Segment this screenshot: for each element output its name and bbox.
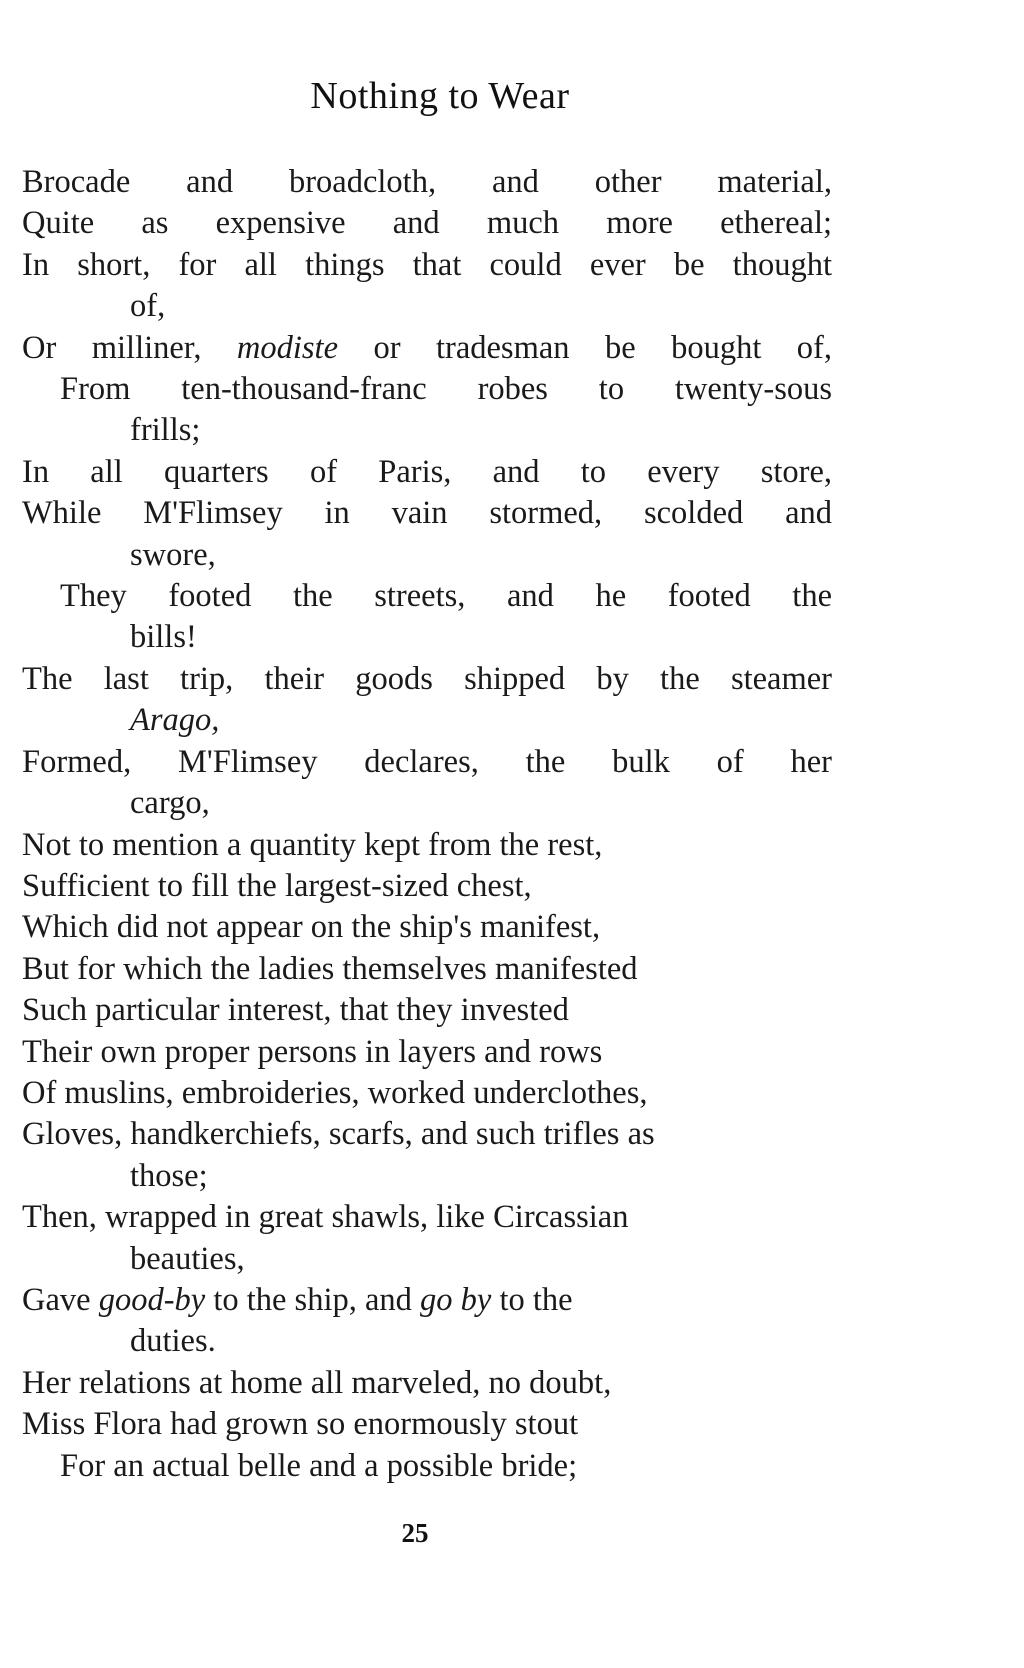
poem-line-continuation: Arago, [130, 702, 220, 739]
poem-line: The last trip, their goods shipped by the steamer [22, 660, 832, 697]
poem-line-continuation: frills; [130, 412, 201, 449]
poem-line: Which did not appear on the ship's manifest, [22, 909, 601, 946]
poem-line-continuation: of, [130, 288, 166, 325]
poem-line: Her relations at home all marveled, no doubt, [22, 1364, 612, 1401]
poem-line: Of muslins, embroideries, worked underclothes, [22, 1074, 648, 1111]
poem-line: In short, for all things that could ever be thought [22, 246, 832, 283]
poem-line-continuation: beauties, [130, 1240, 245, 1277]
poem-line: Or milliner, modiste or tradesman be bought of, [22, 329, 833, 366]
poem-line: From ten-thousand-franc robes to twenty-sous [60, 371, 832, 408]
poem-line: Gloves, handkerchiefs, scarfs, and such trifles as [22, 1116, 655, 1153]
poem-line: In all quarters of Paris, and to every store, [22, 453, 832, 490]
page-title: Nothing to Wear [310, 75, 570, 117]
italic-word: go by [420, 1281, 492, 1318]
poem-line: Quite as expensive and much more ethereal; [22, 205, 832, 242]
poem-line: Sufficient to fill the largest-sized chest, [22, 867, 532, 904]
poem-line: Gave good-by to the ship, and go by to the [22, 1281, 573, 1318]
poem-line: Then, wrapped in great shawls, like Circassian [22, 1199, 629, 1236]
poem-line: For an actual belle and a possible bride; [60, 1447, 578, 1484]
poem-line-continuation: those; [130, 1157, 208, 1194]
page-number: 25 [401, 1518, 429, 1548]
poem-line: Not to mention a quantity kept from the rest, [22, 826, 603, 863]
poem-line-continuation: duties. [130, 1323, 216, 1360]
italic-word: modiste [236, 329, 339, 366]
poem-line-continuation: bills! [130, 619, 197, 656]
poem-line: Brocade and broadcloth, and other material, [22, 164, 832, 200]
italic-word: good-by [98, 1281, 206, 1318]
poem-line: Formed, M'Flimsey declares, the bulk of her [22, 743, 832, 780]
poem-line: But for which the ladies themselves manifested [22, 950, 638, 987]
poem-line: Such particular interest, that they invested [22, 992, 569, 1029]
poem-line-continuation: swore, [130, 536, 216, 573]
poem-line: Miss Flora had grown so enormously stout [22, 1406, 579, 1443]
poem-line-continuation: cargo, [130, 785, 210, 822]
poem-line: They footed the streets, and he footed the [60, 578, 832, 615]
poem-text [22, 162, 832, 1487]
poem-line: Their own proper persons in layers and rows [22, 1033, 603, 1070]
poem-line: While M'Flimsey in vain stormed, scolded and [22, 495, 832, 532]
